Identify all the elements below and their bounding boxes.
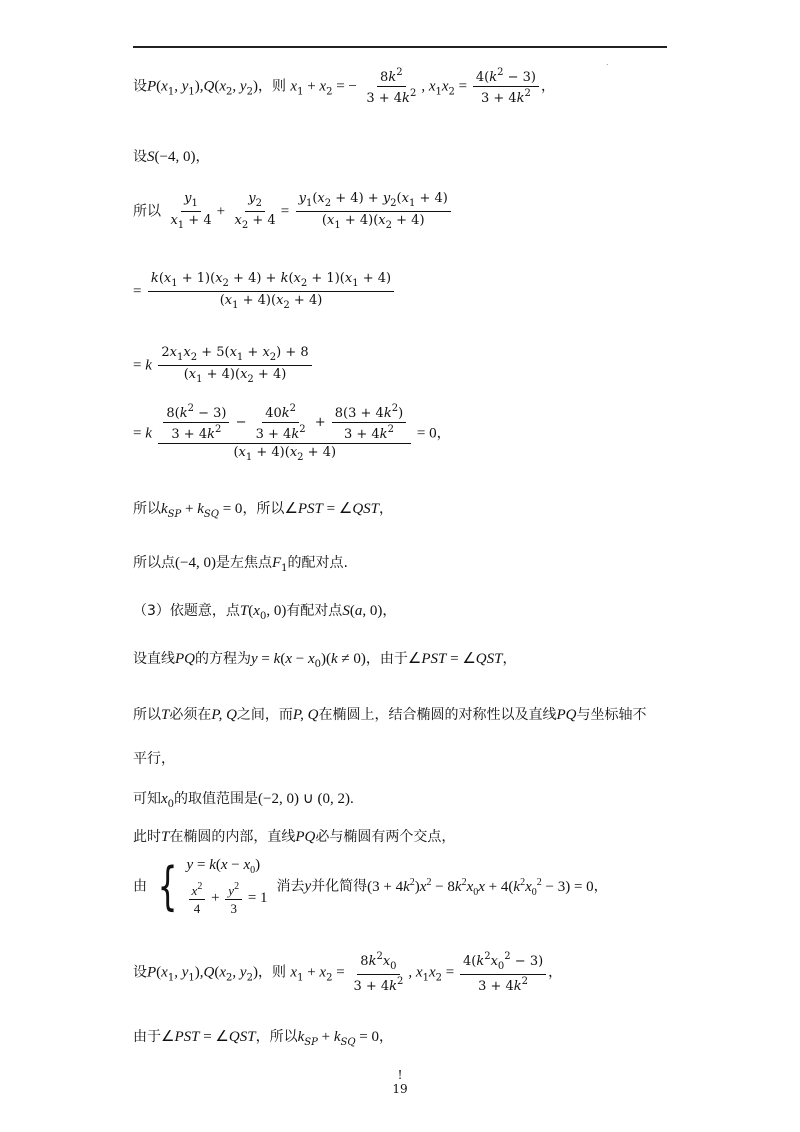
line-eq-4: = k $\frac{8(k^2 - 3)}{3 + 4k^2}$ − $\frac{40k^2}{3 + 4k^2}$ + $\frac{8(3 + 4k^2)}{3 + 4k^2}$ $(x_1 + 4)(x_2 + 4)$ = 0， (133, 403, 451, 463)
line-conclusion: 所以点(−4, 0)是左焦点$F_1$的配对点. (133, 555, 348, 574)
line-eq-3: = k $\frac{2x_1x_2 + 5(x_1 + x_2) + 8}{(x_1 + 4)(x_2 + 4)}$ (133, 346, 314, 385)
sum-fraction: $\frac{8k^2}{3 + 4k^2}$ (366, 67, 417, 106)
line-interior: 此时T在椭圆的内部，直线PQ必与椭圆有两个交点， (133, 829, 456, 845)
equation-system: { $y = k(x - x_0)$ $\frac{x^2}{4}$ + $\frac{y^2}{3}$ = 1 (158, 856, 268, 917)
line-eq-2: = $\frac{k(x_1 + 1)(x_2 + 4) + k(x_2 + 1)(x_1 + 4)}{(x_1 + 4)(x_2 + 4)}$ (133, 272, 396, 311)
line-set-pq: 设$P(x_1$, $y_1),Q(x_2$, $y_2$)，则 $x_1 + x_2$ = − $\frac{8k^2}{3 + 4k^2}$ , $x_1x_2$ = $\frac{4(k^2 - 3)}{3 + 4k^2}$ ， (133, 67, 555, 106)
line-slope-sum: 所以 $\frac{y_1}{x_1 + 4}$ + $\frac{y_2}{x_2 + 4}$ = $\frac{y_1(x_2 + 4) + y_2(x_1 + 4)}{(x_1 + 4)(x_2 + 4)}$ (133, 192, 453, 231)
page-number: ! 19 (392, 1068, 408, 1097)
line-range: 可知$x_0$的取值范围是(−2, 0) ∪ (0, 2). (133, 791, 354, 810)
line-system: 由 { $y = k(x - x_0)$ $\frac{x^2}{4}$ + $\frac{y^2}{3}$ = 1 消去y并化简得$(3 + 4k^2)x^2 - 8k^2x_0x + 4(k^2x_0^2 - 3) = 0$， (133, 856, 608, 917)
line-vieta-2: 设$P(x_1$, $y_1),Q(x_2$, $y_2$)，则 $x_1 + x_2$ = $\frac{8k^2x_0}{3 + 4k^2}$ , $x_1x_2$ = $\frac{4(k^2x_0^2 - 3)}{3 + 4k^2}$ ， (133, 951, 563, 994)
header-rule (133, 46, 667, 48)
line-set-s: 设S(−4, 0)， (133, 149, 210, 165)
line-slopes-zero: 所以$k_{SP} + k_{SQ} = 0$，所以∠PST = ∠QST， (133, 501, 394, 520)
product-fraction: $\frac{4(k^2 - 3)}{3 + 4k^2}$ (473, 68, 539, 105)
line-between: 所以T必须在P, Q之间，而P, Q在椭圆上，结合椭圆的对称性以及直线PQ与坐标轴不 (133, 707, 647, 723)
header-dot: . (606, 58, 609, 67)
line-parallel: 平行， (133, 751, 175, 767)
line-since: 由于∠PST = ∠QST，所以$k_{SP} + k_{SQ} = 0$， (133, 1029, 394, 1048)
line-part3: （3）依题意，点$T(x_0$, 0)有配对点S(a, 0)， (133, 603, 397, 622)
line-line-eq: 设直线PQ的方程为$y = k(x - x_0)(k \ne 0)$，由于∠PST = ∠QST， (133, 651, 517, 670)
